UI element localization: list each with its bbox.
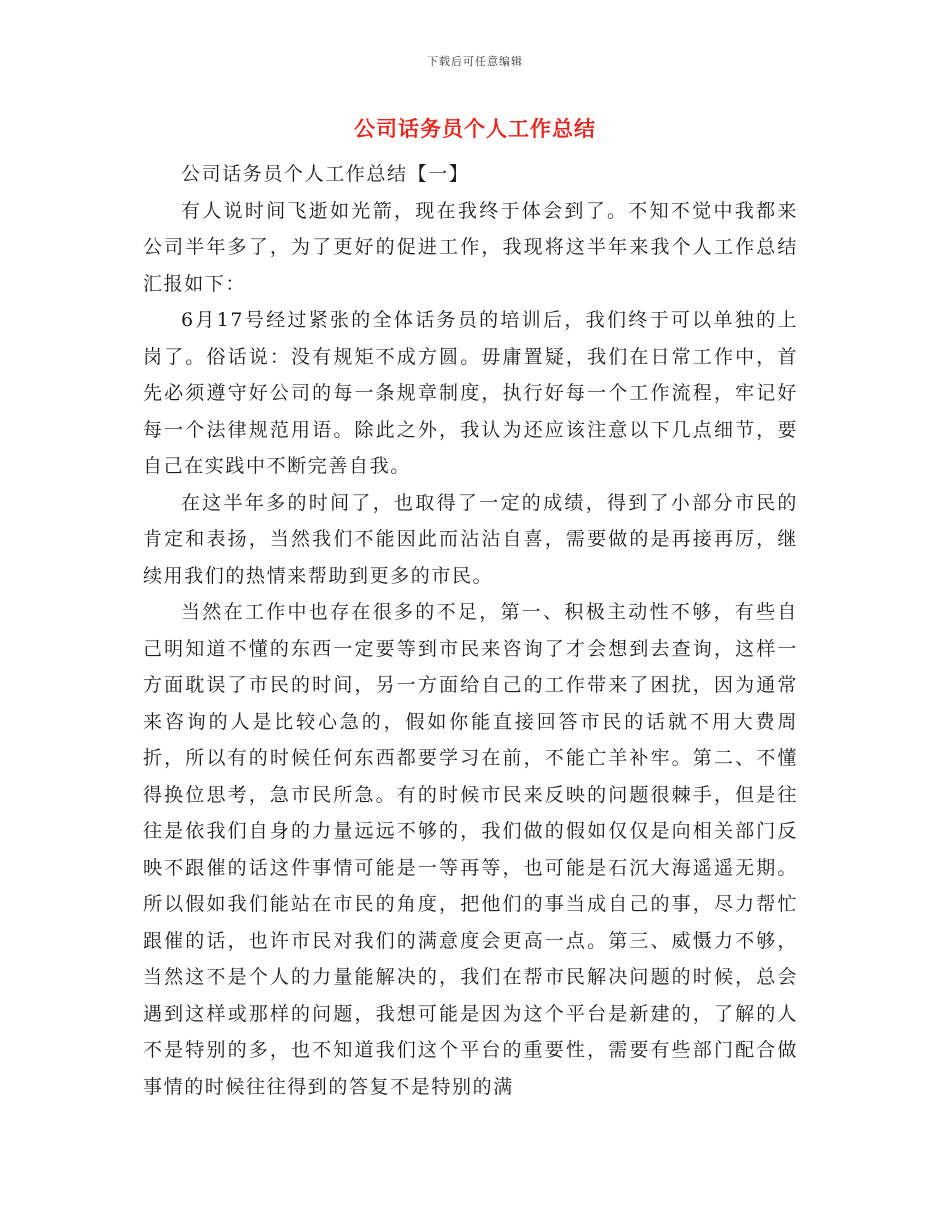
document-body [143, 156, 798, 1105]
paragraph-achievements: 在这半年多的时间了，也取得了一定的成绩，得到了小部分市民的肯定和表扬，当然我们不能因此而沾沾自喜，需要做的是再接再厉，继续用我们的热情来帮助到更多的市民。 [143, 491, 798, 587]
document-title: 公司话务员个人工作总结 [354, 116, 596, 141]
page-header-note: 下载后可任意编辑 [427, 55, 523, 68]
paragraph-training: 6月17号经过紧张的全体话务员的培训后，我们终于可以单独的上岗了。俗话说：没有规矩不成方圆。毋庸置疑，我们在日常工作中，首先必须遵守好公司的每一条规章制度，执行好每一个工作流程，牢记好每一个法律规范用语。除此之外，我认为还应该注意以下几点细节，要自己在实践中不断完善自我。 [143, 309, 798, 477]
paragraph-intro: 有人说时间飞逝如光箭，现在我终于体会到了。不知不觉中我都来公司半年多了，为了更好的促进工作，我现将这半年来我个人工作总结汇报如下： [143, 199, 798, 295]
section-heading: 公司话务员个人工作总结【一】 [181, 163, 470, 185]
paragraph-shortcomings: 当然在工作中也存在很多的不足，第一、积极主动性不够，有些自己明知道不懂的东西一定要等到市民来咨询了才会想到去查询，这样一方面耽误了市民的时间，另一方面给自己的工作带来了困扰，因为通常来咨询的人是比较心急的，假如你能直接回答市民的话就不用大费周折，所以有的时候任何东西都要学习在前，不能亡羊补牢。第二、不懂得换位思考，急市民所急。有的时候市民来反映的问题很棘手，但是往往是依我们自身的力量远远不够的，我们做的假如仅仅是向相关部门反映不跟催的话这件事情可能是一等再等，也可能是石沉大海遥遥无期。所以假如我们能站在市民的角度，把他们的事当成自己的事，尽力帮忙跟催的话，也许市民对我们的满意度会更高一点。第三、威慑力不够，当然这不是个人的力量能解决的，我们在帮市民解决问题的时候，总会遇到这样或那样的问题，我想可能是因为这个平台是新建的，了解的人不是特别的多，也不知道我们这个平台的重要性，需要有些部门配合做事情的时候往往得到的答复不是特别的满 [143, 601, 798, 1098]
